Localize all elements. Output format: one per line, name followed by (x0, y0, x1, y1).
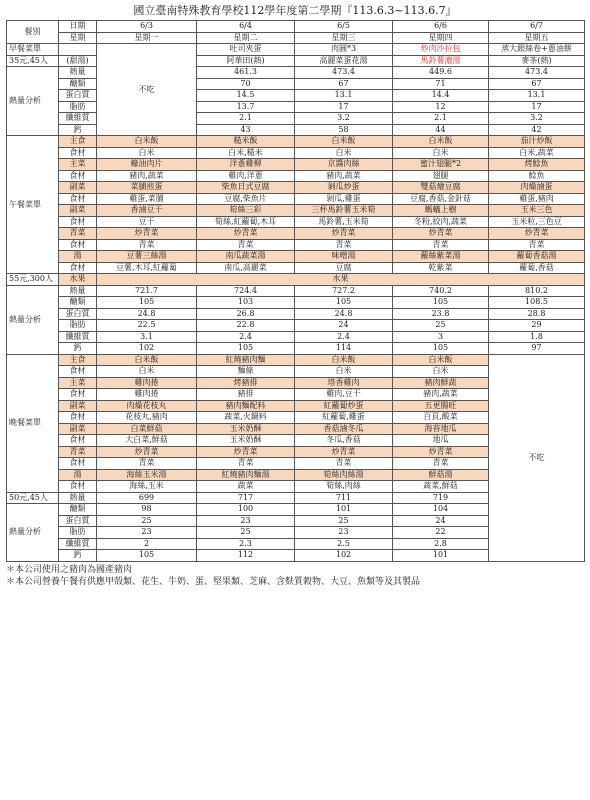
fruit-label: 水果 (59, 274, 97, 286)
lunch-item: 豆薯三絲湯 (97, 251, 197, 263)
lunch-price-label: 55元,300人 (7, 274, 59, 286)
footnotes (6, 564, 590, 588)
lunch-item: 蘿蔔香菇湯 (489, 251, 585, 263)
breakfast-drink: 阿華田(熱) (197, 55, 295, 67)
nutrient-value: 3 (393, 331, 489, 343)
dinner-item: 豬排 (197, 389, 295, 401)
menu-table (6, 20, 585, 562)
lunch-row (7, 170, 585, 182)
dinner-item: 香菇滷冬瓜 (295, 423, 393, 435)
dinner-item: 冬瓜,香菇 (295, 435, 393, 447)
dinner-item: 蔬菜,火鍋料 (197, 412, 295, 424)
dinner-item: 蔬菜,鮮菇 (393, 481, 489, 493)
breakfast-drink: 高麗菜蛋花湯 (295, 55, 393, 67)
dinner-item: 青菜 (295, 458, 393, 470)
lunch-item: 雙菇燴豆腐 (393, 182, 489, 194)
row-label: 副菜 (59, 423, 97, 435)
lunch-nutrition-row (7, 320, 585, 332)
dinner-item: 筍絲肉絲湯 (295, 469, 393, 481)
date-cell: 6/3 (97, 21, 197, 33)
lunch-item: 青菜 (295, 239, 393, 251)
nutrient-value: 67 (295, 78, 393, 90)
nutrient-value: 699 (97, 492, 197, 504)
nutrient-value: 105 (393, 297, 489, 309)
lunch-item: 豆薯,木耳,紅蘿蔔 (97, 262, 197, 274)
lunch-item: 三杯馬鈴薯玉米筍 (295, 205, 393, 217)
weekday-cell: 星期三 (295, 32, 393, 44)
dinner-item: 炒青菜 (393, 446, 489, 458)
date-cell: 6/4 (197, 21, 295, 33)
lunch-item: 玉米三色 (489, 205, 585, 217)
nutrient-value: 2 (97, 538, 197, 550)
dinner-item: 地瓜 (393, 435, 489, 447)
nutrient-label: 熱量 (59, 492, 97, 504)
nutrient-value: 105 (197, 343, 295, 355)
row-label: 食材 (59, 412, 97, 424)
dinner-item: 豬肉,蔬菜 (393, 389, 489, 401)
nutrient-value: 101 (393, 550, 489, 562)
lunch-nutrition-row (7, 297, 585, 309)
nutrient-value: 114 (295, 343, 393, 355)
dinner-nutrition-label: 熱量分析 (7, 504, 59, 562)
lunch-item: 玉米粒,三色豆 (489, 216, 585, 228)
dinner-section-label: 晚餐菜單 (7, 354, 59, 492)
lunch-item: 螞蟻上樹 (393, 205, 489, 217)
lunch-item: 烤鯰魚 (489, 159, 585, 171)
nutrient-value: 101 (295, 504, 393, 516)
nutrient-value: 724.4 (197, 285, 295, 297)
breakfast-nutrition-row (7, 67, 585, 79)
lunch-nutrition-row (7, 308, 585, 320)
header-row-weekday (7, 32, 585, 44)
lunch-item: 白米 (97, 147, 197, 159)
nutrient-value: 3.2 (295, 113, 393, 125)
breakfast-item: 肉圓*3 (295, 44, 393, 56)
lunch-item: 白米飯 (295, 136, 393, 148)
lunch-nutrition-row (7, 331, 585, 343)
breakfast-nutrition-row (7, 90, 585, 102)
lunch-item: 炒青菜 (295, 228, 393, 240)
dinner-item: 炒青菜 (295, 446, 393, 458)
nutrient-label: 鈣 (59, 343, 97, 355)
breakfast-nutrition-row (7, 78, 585, 90)
lunch-item: 筍絲三彩 (197, 205, 295, 217)
breakfast-drink: 馬鈴薯濃湯 (393, 55, 489, 67)
dinner-item: 白米飯 (97, 354, 197, 366)
row-label: 副菜 (59, 205, 97, 217)
nutrient-label: 蛋白質 (59, 90, 97, 102)
lunch-item: 柴魚日式豆腐 (197, 182, 295, 194)
row-label: 湯 (59, 251, 97, 263)
nutrient-label: 熱量 (59, 67, 97, 79)
nutrient-value: 25 (97, 515, 197, 527)
breakfast-row-drink (7, 55, 585, 67)
nutrient-label: 蛋白質 (59, 515, 97, 527)
nutrient-value: 14.4 (393, 90, 489, 102)
breakfast-row-main (7, 44, 585, 56)
nutrient-value: 2.4 (295, 331, 393, 343)
lunch-nutrition-row (7, 285, 585, 297)
lunch-item: 南瓜,高麗菜 (197, 262, 295, 274)
dinner-item: 紅燒豬肉麵湯 (197, 469, 295, 481)
lunch-item: 青菜 (393, 239, 489, 251)
lunch-item: 洋蔥雞柳 (197, 159, 295, 171)
nutrient-value: 71 (393, 78, 489, 90)
nutrient-value: 23 (97, 527, 197, 539)
dinner-item: 鮮菇湯 (393, 469, 489, 481)
lunch-item: 蘿蔔,香菇 (489, 262, 585, 274)
nutrient-value: 17 (295, 101, 393, 113)
lunch-item: 白米 (295, 147, 393, 159)
corner-label: 餐別 (7, 21, 59, 44)
row-label: 食材 (59, 193, 97, 205)
dinner-item: 雞肉捲 (97, 389, 197, 401)
lunch-nutrition-row (7, 343, 585, 355)
lunch-item: 冬粉,絞肉,蔬菜 (393, 216, 489, 228)
row-label: 食材 (59, 239, 97, 251)
nutrient-value: 23 (295, 527, 393, 539)
lunch-item: 翅腿 (393, 170, 489, 182)
dinner-item: 玉米奶酥 (197, 423, 295, 435)
nutrient-value: 2.8 (393, 538, 489, 550)
nutrient-value: 44 (393, 124, 489, 136)
lunch-item: 南瓜蔬菜湯 (197, 251, 295, 263)
nutrient-value: 2.5 (295, 538, 393, 550)
header-row-date (7, 21, 585, 33)
row-label: 主菜 (59, 377, 97, 389)
nutrient-value: 1.8 (489, 331, 585, 343)
nutrient-value: 719 (393, 492, 489, 504)
nutrient-value: 711 (295, 492, 393, 504)
lunch-item: 茄汁炒飯 (489, 136, 585, 148)
nutrient-value: 25 (197, 527, 295, 539)
nutrient-label: 蛋白質 (59, 308, 97, 320)
nutrient-value: 25 (295, 515, 393, 527)
dinner-item: 青菜 (393, 458, 489, 470)
nutrient-value: 70 (197, 78, 295, 90)
row-label: 食材 (59, 170, 97, 182)
lunch-item: 肉燥滷蛋 (489, 182, 585, 194)
breakfast-item: 炒肉沙拉包 (393, 44, 489, 56)
breakfast-monday-note: 不吃 (97, 44, 197, 136)
nutrient-value: 23.8 (393, 308, 489, 320)
note-allergens: ＊本公司營養午餐有供應甲殼類、花生、牛奶、蛋、堅果類、芝麻、含麩質穀物、大豆、魚類等及其製品 (6, 576, 421, 587)
dinner-item: 海絲,玉米 (97, 481, 197, 493)
breakfast-price-label: 35元,45人 (7, 55, 59, 67)
lunch-row (7, 159, 585, 171)
lunch-row (7, 147, 585, 159)
lunch-row (7, 216, 585, 228)
lunch-item: 白米飯 (97, 136, 197, 148)
lunch-row (7, 262, 585, 274)
dinner-item: 青菜 (97, 458, 197, 470)
fruit-value: 水果 (97, 274, 585, 286)
row-label: 副菜 (59, 182, 97, 194)
lunch-item: 炒青菜 (197, 228, 295, 240)
nutrient-label: 脂肪 (59, 320, 97, 332)
nutrient-value: 97 (489, 343, 585, 355)
nutrient-value: 13.1 (295, 90, 393, 102)
lunch-item: 炒青菜 (97, 228, 197, 240)
nutrient-label: 醣類 (59, 297, 97, 309)
dinner-friday-note: 不吃 (489, 354, 585, 561)
lunch-item: 豆腐,香菇,金針菇 (393, 193, 489, 205)
lunch-item: 豆干 (97, 216, 197, 228)
lunch-item: 白米,蔬菜 (489, 147, 585, 159)
lunch-item: 馬鈴薯,玉米筍 (295, 216, 393, 228)
dinner-price-label: 50元,45人 (7, 492, 59, 504)
dinner-item: 海苔地瓜 (393, 423, 489, 435)
row-label: 食材 (59, 389, 97, 401)
breakfast-drink: 麥茶(熱) (489, 55, 585, 67)
nutrient-value: 22.8 (197, 320, 295, 332)
nutrient-label: 鈣 (59, 550, 97, 562)
row-label: 食材 (59, 435, 97, 447)
nutrient-value: 17 (489, 101, 585, 113)
row-label: 湯 (59, 469, 97, 481)
nutrient-value: 103 (197, 297, 295, 309)
dinner-item: 肉燥花枝丸 (97, 400, 197, 412)
nutrient-label: 脂肪 (59, 101, 97, 113)
lunch-item: 剝瓜,雞蛋 (295, 193, 393, 205)
dinner-item: 青菜 (197, 458, 295, 470)
nutrient-value: 67 (489, 78, 585, 90)
lunch-item: 筍絲,紅蘿蔔,木耳 (197, 216, 295, 228)
dinner-item: 白米 (295, 366, 393, 378)
lunch-item: 蠔油肉片 (97, 159, 197, 171)
lunch-item: 蜜汁翅腿*2 (393, 159, 489, 171)
nutrient-value: 112 (197, 550, 295, 562)
nutrient-value: 13.1 (489, 90, 585, 102)
nutrient-value: 29 (489, 320, 585, 332)
dinner-item: 筍絲,肉絲 (295, 481, 393, 493)
nutrient-value: 461.3 (197, 67, 295, 79)
dinner-item: 大白菜,鮮菇 (97, 435, 197, 447)
nutrient-value: 24.8 (97, 308, 197, 320)
lunch-row (7, 251, 585, 263)
dinner-item: 麵條 (197, 366, 295, 378)
nutrient-value: 717 (197, 492, 295, 504)
nutrient-value: 102 (295, 550, 393, 562)
lunch-item: 味噌湯 (295, 251, 393, 263)
nutrient-value: 13.7 (197, 101, 295, 113)
nutrient-value: 22 (393, 527, 489, 539)
row-label: 主食 (59, 136, 97, 148)
row-label (59, 44, 97, 56)
dinner-item: 白米飯 (295, 354, 393, 366)
row-label: 主菜 (59, 159, 97, 171)
row-label: 食材 (59, 458, 97, 470)
nutrient-value: 43 (197, 124, 295, 136)
nutrient-value: 58 (295, 124, 393, 136)
nutrient-value: 473.4 (489, 67, 585, 79)
breakfast-nutrition-label: 熱量分析 (7, 67, 59, 136)
nutrient-value: 2.1 (393, 113, 489, 125)
nutrient-value: 727.2 (295, 285, 393, 297)
nutrient-value: 24.8 (295, 308, 393, 320)
lunch-item: 糙米飯 (197, 136, 295, 148)
nutrient-value: 26.8 (197, 308, 295, 320)
dinner-row (7, 354, 585, 366)
dinner-item: 白菜鮮菇 (97, 423, 197, 435)
lunch-item: 白米飯 (393, 136, 489, 148)
nutrient-label: 纖維質 (59, 331, 97, 343)
lunch-item: 炒青菜 (393, 228, 489, 240)
lunch-item: 白米,糙米 (197, 147, 295, 159)
nutrient-label: 鈣 (59, 124, 97, 136)
row-label: 青菜 (59, 228, 97, 240)
nutrient-label: 纖維質 (59, 113, 97, 125)
weekday-label: 星期 (59, 32, 97, 44)
weekday-cell: 星期一 (97, 32, 197, 44)
dinner-item: 白米飯 (393, 354, 489, 366)
lunch-section-label: 午餐菜單 (7, 136, 59, 274)
date-cell: 6/6 (393, 21, 489, 33)
nutrient-value: 740.2 (393, 285, 489, 297)
nutrient-value: 473.4 (295, 67, 393, 79)
lunch-item: 剝瓜炒蛋 (295, 182, 393, 194)
nutrient-value: 100 (197, 504, 295, 516)
nutrient-label: 纖維質 (59, 538, 97, 550)
dinner-item: 塔香雞肉 (295, 377, 393, 389)
lunch-item: 雞蛋,菜脯 (97, 193, 197, 205)
lunch-item: 青菜 (197, 239, 295, 251)
row-label: 食材 (59, 481, 97, 493)
lunch-nutrition-label: 熱量分析 (7, 285, 59, 354)
lunch-item: 京醬肉絲 (295, 159, 393, 171)
row-label: 食材 (59, 366, 97, 378)
nutrient-value: 23 (197, 515, 295, 527)
row-label: 主食 (59, 354, 97, 366)
nutrient-value: 2.1 (197, 113, 295, 125)
weekday-cell: 星期二 (197, 32, 295, 44)
nutrient-value: 3.2 (489, 113, 585, 125)
dinner-item: 蔬菜 (197, 481, 295, 493)
nutrient-value: 98 (97, 504, 197, 516)
dinner-item: 白米 (97, 366, 197, 378)
lunch-item: 蘿絲紫菜湯 (393, 251, 489, 263)
lunch-item: 菜脯煎蛋 (97, 182, 197, 194)
lunch-item: 青菜 (97, 239, 197, 251)
nutrient-value: 28.8 (489, 308, 585, 320)
dinner-item: 豬肉鮮蔬 (393, 377, 489, 389)
lunch-item: 青菜 (489, 239, 585, 251)
lunch-item: 豆腐 (295, 262, 393, 274)
lunch-item: 乾紫菜 (393, 262, 489, 274)
dinner-item: 紅蘿蔔炒蛋 (295, 400, 393, 412)
date-label: 日期 (59, 21, 97, 33)
lunch-item: 炒青菜 (489, 228, 585, 240)
dinner-item: 炒青菜 (97, 446, 197, 458)
date-cell: 6/7 (489, 21, 585, 33)
dinner-item: 炒青菜 (197, 446, 295, 458)
nutrient-value: 14.5 (197, 90, 295, 102)
row-label: 副菜 (59, 400, 97, 412)
weekday-cell: 星期四 (393, 32, 489, 44)
breakfast-nutrition-row (7, 113, 585, 125)
dinner-item: 白米 (393, 366, 489, 378)
lunch-item: 豆腐,柴魚片 (197, 193, 295, 205)
breakfast-nutrition-row (7, 124, 585, 136)
note-pork: ＊本公司使用之豬肉為國產豬肉 (6, 564, 133, 575)
row-label: 食材 (59, 262, 97, 274)
lunch-item: 雞蛋,豬肉 (489, 193, 585, 205)
nutrient-value: 721.7 (97, 285, 197, 297)
nutrient-value: 22.5 (97, 320, 197, 332)
date-cell: 6/5 (295, 21, 393, 33)
nutrient-value: 3.1 (97, 331, 197, 343)
nutrient-value: 102 (97, 343, 197, 355)
nutrient-label: 醣類 (59, 504, 97, 516)
nutrient-value: 105 (97, 297, 197, 309)
nutrient-value: 810.2 (489, 285, 585, 297)
nutrient-label: 醣類 (59, 78, 97, 90)
nutrient-value: 12 (393, 101, 489, 113)
lunch-item: 豬肉,蔬菜 (97, 170, 197, 182)
lunch-item: 白米 (393, 147, 489, 159)
row-label: 青菜 (59, 446, 97, 458)
breakfast-nutrition-row (7, 101, 585, 113)
dinner-item: 紅蘿蔔,雞蛋 (295, 412, 393, 424)
dinner-item: 玉米奶酥 (197, 435, 295, 447)
nutrient-value: 449.6 (393, 67, 489, 79)
lunch-row (7, 193, 585, 205)
lunch-row (7, 228, 585, 240)
breakfast-item: 蒸大銀絲卷+蔥油餅 (489, 44, 585, 56)
row-label: 食材 (59, 216, 97, 228)
dinner-item: 豬肉麵配料 (197, 400, 295, 412)
page-title: 國立臺南特殊教育學校112學年度第二學期『113.6.3~113.6.7』 (133, 4, 457, 17)
dinner-item: 海絲玉米湯 (97, 469, 197, 481)
dinner-item: 雞肉捲 (97, 377, 197, 389)
dinner-item: 雞肉,豆干 (295, 389, 393, 401)
dinner-item: 五更腸旺 (393, 400, 489, 412)
lunch-row (7, 136, 585, 148)
lunch-item: 鯰魚 (489, 170, 585, 182)
nutrient-value: 105 (295, 297, 393, 309)
row-label: 食材 (59, 147, 97, 159)
nutrient-value: 108.5 (489, 297, 585, 309)
lunch-item: 豬肉,蔬菜 (295, 170, 393, 182)
dinner-item: 紅燒豬肉麵 (197, 354, 295, 366)
nutrient-value: 104 (393, 504, 489, 516)
nutrient-value: 42 (489, 124, 585, 136)
dinner-item: 花枝丸,豬肉 (97, 412, 197, 424)
lunch-item: 香滷豆干 (97, 205, 197, 217)
breakfast-item: 吐司夾蛋 (197, 44, 295, 56)
nutrient-value: 24 (393, 515, 489, 527)
row-label: (甜湯) (59, 55, 97, 67)
dinner-item: 烤豬排 (197, 377, 295, 389)
nutrient-value: 105 (97, 550, 197, 562)
lunch-row (7, 182, 585, 194)
nutrient-value: 25 (393, 320, 489, 332)
lunch-row (7, 239, 585, 251)
lunch-item: 雞肉,洋蔥 (197, 170, 295, 182)
nutrient-value: 105 (393, 343, 489, 355)
nutrient-value: 24 (295, 320, 393, 332)
weekday-cell: 星期五 (489, 32, 585, 44)
nutrient-label: 脂肪 (59, 527, 97, 539)
nutrient-label: 熱量 (59, 285, 97, 297)
lunch-fruit-row (7, 274, 585, 286)
nutrient-value: 2.4 (197, 331, 295, 343)
lunch-row (7, 205, 585, 217)
nutrient-value: 2.3 (197, 538, 295, 550)
breakfast-section-label: 早餐菜單 (7, 44, 59, 56)
dinner-item: 百頁,酸菜 (393, 412, 489, 424)
